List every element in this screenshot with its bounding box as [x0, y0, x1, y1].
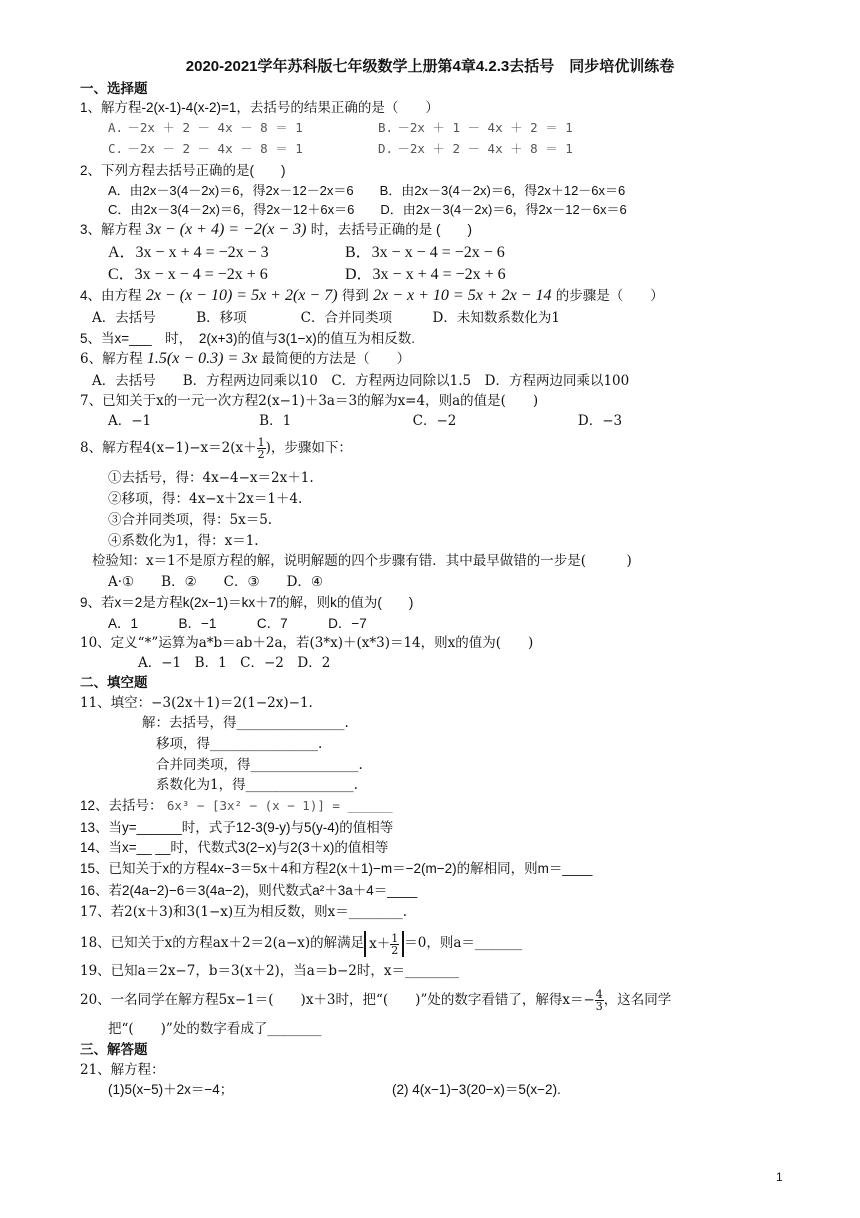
section-heading-fill: 二、填空题 — [80, 675, 148, 690]
question-7-stem: 7、已知关于x的一元一次方程2(x−1)＋3a＝3的解为x=4，则a的值是( ) — [80, 393, 539, 409]
question-3-option-c: C．3x − x − 4 = −2x + 6 — [108, 266, 268, 283]
stem-prefix: 4、由方程 — [80, 288, 142, 303]
fraction-numerator: 1 — [391, 931, 399, 945]
absolute-value-expression: x＋ — [369, 935, 391, 952]
option-label: C. — [108, 141, 124, 156]
fraction — [390, 933, 399, 956]
question-2-options-cd: C．由2x－3(4－2x)＝6，得2x－12＋6x＝6 D．由2x－3(4－2x)＝6，得2x－12－6x＝6 — [108, 202, 627, 217]
equation: 1.5(x − 0.3) = 3x — [146, 350, 258, 367]
question-3-stem — [80, 221, 472, 239]
question-2-options-ab: A．由2x－3(4－2x)＝6，得2x－12－2x＝6 B．由2x－3(4－2x)＝6，得2x＋12－6x＝6 — [108, 183, 626, 198]
question-11-line-1: 解：去括号，得________________. — [142, 715, 349, 731]
question-12-prefix: 12、去括号： — [80, 798, 163, 813]
question-18 — [80, 930, 522, 957]
question-11-stem: 11、填空：−3(2x＋1)＝2(1−2x)−1. — [80, 695, 313, 711]
question-6-stem — [80, 350, 410, 368]
question-1-option-b — [378, 119, 573, 137]
question-6-options: A．去括号 B．方程两边同乘以10 C．方程两边同除以1.5 D．方程两边同乘以100 — [92, 373, 630, 389]
fraction-denominator: 3 — [595, 1000, 603, 1013]
question-18-prefix: 18、已知关于x的方程ax＋2＝2(a−x)的解满足 — [80, 935, 365, 951]
fraction-denominator: 2 — [391, 943, 399, 957]
section-heading-solve: 三、解答题 — [80, 1042, 148, 1057]
page-title: 2020-2021学年苏科版七年级数学上册第4章4.2.3去括号 同步培优训练卷 — [185, 58, 675, 75]
question-4-stem — [80, 287, 664, 305]
option-text: －2x ＋ 2 － 4x － 8 ＝ 1 — [127, 120, 303, 135]
question-4-options: A．去括号 B．移项 C．合并同类项 D．未知数系数化为1 — [92, 310, 560, 326]
question-1-option-d — [378, 140, 573, 158]
question-14: 14、当x=__ __时，代数式3(2−x)与2(3＋x)的值相等 — [80, 840, 389, 855]
question-1-option-a — [108, 119, 303, 137]
question-8-check: 检验知：x＝1不是原方程的解，说明解题的四个步骤有错．其中最早做错的一步是( ) — [92, 553, 632, 569]
stem-prefix: 3、解方程 — [80, 222, 142, 237]
question-5: 5、当x=___ 时， 2(x+3)的值与3(1−x)的值互为相反数. — [80, 331, 415, 346]
question-8-options: A·① B．② C．③ D．④ — [108, 574, 324, 590]
question-16: 16、若2(4a−2)−6＝3(4a−2)，则代数式a²＋3a＋4＝____ — [80, 883, 418, 898]
question-12 — [80, 797, 393, 815]
question-15: 15、已知关于x的方程4x−3＝5x＋4和方程2(x＋1)−m＝−2(m−2)的解相同，则m＝____ — [80, 861, 593, 876]
question-20-line-2: 把“( )”处的数字看成了________ — [108, 1021, 322, 1037]
option-label: A. — [108, 120, 124, 135]
option-text: －2x ＋ 2 － 4x ＋ 8 ＝ 1 — [397, 141, 573, 156]
question-2-stem: 2、下列方程去括号正确的是( ) — [80, 163, 286, 178]
question-21-part-1: (1)5(x−5)＋2x＝−4； — [108, 1082, 234, 1097]
question-11-line-3: 合并同类项，得________________. — [156, 757, 363, 773]
stem-suffix: 最简便的方法是（ ） — [261, 351, 411, 367]
question-20-suffix: ，这名同学 — [603, 992, 672, 1008]
question-18-suffix: ＝0，则a＝_______ — [404, 935, 523, 951]
stem-suffix: )，步骤如下： — [265, 440, 352, 456]
question-9-stem: 9、若x＝2是方程k(2x−1)＝kx＋7的解，则k的值为( ) — [80, 595, 414, 610]
question-9-options: A．1 B．−1 C．7 D．−7 — [108, 616, 367, 631]
question-13: 13、当y=______时，式子12-3(9-y)与5(y-4)的值相等 — [80, 820, 394, 835]
fraction-numerator: 1 — [257, 436, 265, 449]
page-number: 1 — [776, 1170, 783, 1184]
question-21-part-2: (2) 4(x−1)−3(20−x)＝5(x−2). — [392, 1082, 561, 1097]
question-8-step-1: ①去括号，得：4x−4−x＝2x＋1. — [108, 470, 314, 486]
stem-prefix: 6、解方程 — [80, 351, 143, 367]
option-text: －2x ＋ 1 － 4x ＋ 2 ＝ 1 — [397, 120, 573, 135]
question-8-step-4: ④系数化为1，得：x＝1. — [108, 533, 259, 549]
question-10-options: A．−1 B．1 C．−2 D．2 — [138, 655, 331, 671]
fraction-numerator: 4 — [595, 988, 603, 1001]
question-11-line-4: 系数化为1，得________________. — [156, 777, 358, 793]
question-10-stem: 10、定义“*”运算为a*b＝ab＋2a，若(3*x)＋(x*3)＝14，则x的值为( ) — [80, 635, 534, 651]
question-7-options: A．−1 B．1 C．−2 D．−3 — [108, 413, 623, 429]
equation-result: 2x − x + 10 = 5x + 2x − 14 — [373, 287, 552, 304]
question-3-option-b: B．3x − x − 4 = −2x − 6 — [345, 244, 505, 261]
question-20-prefix: 20、一名同学在解方程5x−1＝( )x＋3时，把“( )”处的数字看错了，解得x＝− — [80, 992, 595, 1008]
equation: 3x − (x + 4) = −2(x − 3) — [145, 221, 307, 238]
option-label: B. — [378, 120, 394, 135]
stem-prefix: 8、解方程4(x−1)−x＝2(x＋ — [80, 440, 257, 456]
question-8-step-3: ③合并同类项，得：5x＝5. — [108, 512, 273, 528]
fraction-denominator: 2 — [257, 448, 265, 461]
question-3-option-a: A．3x − x + 4 = −2x − 3 — [108, 244, 269, 261]
stem-middle: 得到 — [341, 288, 369, 303]
question-20 — [80, 986, 671, 1014]
question-12-expression: 6x³ − [3x² − (x − 1)] = ______ — [166, 798, 393, 813]
option-text: －2x － 2 － 4x － 8 ＝ 1 — [127, 141, 303, 156]
question-1-stem: 1、解方程-2(x-1)-4(x-2)=1，去括号的结果正确的是（ ） — [80, 100, 439, 115]
question-21-stem: 21、解方程： — [80, 1062, 165, 1078]
fraction — [257, 437, 266, 460]
option-label: D. — [378, 141, 394, 156]
question-8-stem — [80, 436, 352, 460]
question-17: 17、若2(x＋3)和3(1−x)互为相反数，则x＝________. — [80, 904, 408, 920]
stem-suffix: 时，去括号正确的是 ( ) — [310, 222, 472, 237]
question-19: 19、已知a＝2x−7，b＝3(x＋2)，当a＝b−2时，x＝________ — [80, 963, 460, 979]
question-11-line-2: 移项，得________________. — [156, 736, 323, 752]
question-1-option-c — [108, 140, 303, 158]
question-8-step-2: ②移项，得：4x−x＋2x＝1＋4. — [108, 491, 303, 507]
absolute-value — [364, 931, 404, 957]
stem-suffix: 的步骤是（ ） — [555, 288, 664, 303]
section-heading-choice: 一、选择题 — [80, 81, 148, 96]
question-3-option-d: D．3x − x + 4 = −2x + 6 — [345, 266, 506, 283]
fraction — [595, 989, 604, 1012]
equation-original: 2x − (x − 10) = 5x + 2(x − 7) — [145, 287, 338, 304]
